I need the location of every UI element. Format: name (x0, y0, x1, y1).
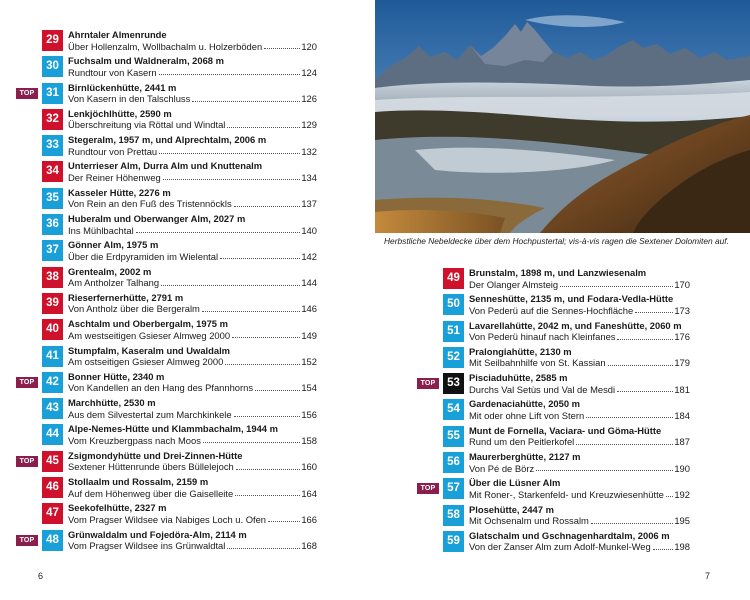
toc-entry[interactable] (19, 449, 317, 476)
dot-leader (576, 436, 673, 445)
tour-number-badge: 39 (42, 293, 63, 314)
tour-number-badge: 56 (443, 452, 464, 473)
tour-title: Pralongiahütte, 2130 m (469, 345, 572, 357)
tour-number-badge: 32 (42, 109, 63, 130)
landscape-photo (375, 0, 750, 233)
tour-subtitle-line (68, 251, 317, 263)
tour-page-number: 179 (674, 357, 690, 369)
tour-subtitle: Durchs Val Setùs und Val de Mesdi (469, 383, 616, 395)
tour-subtitle: Von Pederü auf die Sennes-Hochfläche (469, 304, 634, 316)
tour-number-badge: 33 (42, 135, 63, 156)
toc-entry[interactable] (42, 266, 317, 292)
tour-subtitle-line (469, 489, 690, 501)
tour-title: Birnlückenhütte, 2441 m (68, 81, 177, 93)
tour-title: Lenkjöchlhütte, 2590 m (68, 107, 172, 119)
tour-subtitle: Der Reiner Höhenweg (68, 171, 161, 183)
right-page (375, 0, 750, 600)
top-badge: TOP (16, 535, 38, 546)
tour-page-number: 137 (301, 198, 317, 210)
tour-title: Glatschalm und Gschnagenhardtalm, 2006 m (469, 529, 670, 541)
tour-page-number: 158 (301, 434, 317, 446)
tour-number-badge: 46 (42, 477, 63, 498)
tour-subtitle-line (469, 279, 690, 291)
dot-leader (236, 461, 301, 470)
tour-subtitle-line (469, 463, 690, 475)
tour-subtitle-line (68, 303, 317, 315)
dot-leader (536, 463, 673, 472)
tour-subtitle: Vom Pragser Wildsee via Nabiges Loch u. Ofen (68, 513, 267, 525)
tour-page-number: 198 (674, 541, 690, 553)
tour-title: Huberalm und Oberwanger Alm, 2027 m (68, 213, 246, 225)
tour-subtitle-line (469, 410, 690, 422)
tour-number-badge: 41 (42, 346, 63, 367)
tour-page-number: 184 (674, 409, 690, 421)
tour-subtitle-line (68, 461, 317, 473)
photo-caption: Herbstliche Nebeldecke über dem Hochpustertal; vis-à-vis ragen die Sextener Dolomiten auf. (384, 236, 729, 246)
tour-subtitle-line (68, 198, 317, 210)
dot-leader (203, 435, 300, 444)
tour-page-number: 154 (301, 382, 317, 394)
toc-entry[interactable] (443, 293, 690, 319)
tour-page-number: 144 (301, 277, 317, 289)
tour-page-number: 192 (674, 488, 690, 500)
dot-leader (586, 410, 673, 419)
toc-entry[interactable] (42, 29, 317, 55)
toc-entry[interactable] (443, 320, 690, 346)
dot-leader (255, 382, 300, 391)
toc-entry[interactable] (420, 477, 690, 503)
tour-subtitle-line (68, 435, 317, 447)
dot-leader (159, 67, 301, 76)
dot-leader (235, 488, 300, 497)
tour-subtitle-line (68, 488, 317, 500)
tour-number-badge: 38 (42, 267, 63, 288)
tour-subtitle-line (469, 541, 690, 553)
tour-subtitle-line (469, 305, 690, 317)
toc-entry[interactable] (42, 423, 317, 449)
tour-subtitle: Rundtour von Prettau (68, 145, 158, 157)
tour-subtitle: Vom Pragser Wildsee ins Grünwaldtal (68, 540, 226, 552)
tour-page-number: 168 (301, 540, 317, 552)
tour-subtitle: Von Kandellen an den Hang des Pfannhorns (68, 382, 254, 394)
tour-number-badge: 50 (443, 294, 464, 315)
dot-leader (653, 541, 674, 550)
tour-number-badge: 47 (42, 503, 63, 524)
tour-subtitle: Über die Erdpyramiden im Wielental (68, 250, 219, 262)
toc-entry[interactable] (42, 318, 317, 344)
tour-page-number: 142 (301, 250, 317, 262)
dot-leader (227, 540, 300, 549)
tour-number-badge: 52 (443, 347, 464, 368)
tour-title: Rieserfernerhütte, 2791 m (68, 291, 184, 303)
tour-page-number: 129 (301, 119, 317, 131)
tour-subtitle: Von Pederü hinauf nach Kleinfanes (469, 331, 616, 343)
tour-title: Aschtalm und Oberbergalm, 1975 m (68, 318, 228, 330)
tour-title: Ahrntaler Almenrunde (68, 29, 167, 40)
tour-number-badge: 43 (42, 398, 63, 419)
tour-title: Unterrieser Alm, Durra Alm und Knuttenalm (68, 160, 263, 172)
tour-subtitle-line (68, 382, 317, 394)
dot-leader (234, 409, 301, 418)
tour-page-number: 152 (301, 356, 317, 368)
dot-leader (264, 41, 300, 50)
toc-entry[interactable] (443, 425, 690, 451)
tour-page-number: 140 (301, 224, 317, 236)
tour-page-number: 124 (301, 66, 317, 78)
toc-entry[interactable] (42, 55, 317, 81)
tour-subtitle: Von Rein an den Fuß des Tristennöckls (68, 198, 232, 210)
page-number-right: 7 (705, 571, 711, 581)
tour-subtitle: Am ostseitigen Gsieser Almweg 2000 (68, 356, 224, 368)
dot-leader (591, 515, 674, 524)
tour-number-badge: 45 (42, 451, 63, 472)
tour-subtitle-line (469, 357, 690, 369)
tour-subtitle: Überschreitung via Röttal und Windtal (68, 119, 226, 131)
tour-number-badge: 40 (42, 319, 63, 340)
dot-leader (560, 279, 673, 288)
tour-page-number: 156 (301, 408, 317, 420)
tour-title: Munt de Fornella, Vaciara- und Göma-Hütte (469, 424, 662, 436)
tour-subtitle-line (68, 409, 317, 421)
tour-subtitle-line (469, 436, 690, 448)
tour-number-badge: 42 (42, 372, 63, 393)
tour-subtitle-line (68, 93, 317, 105)
dot-leader (136, 225, 301, 234)
toc-entry[interactable] (19, 370, 317, 397)
tour-title: Brunstalm, 1898 m, und Lanzwiesenalm (469, 267, 647, 278)
tour-number-badge: 53 (443, 373, 464, 394)
dot-leader (617, 331, 673, 340)
dot-leader (608, 357, 674, 366)
toc-entry[interactable] (42, 239, 317, 265)
tour-page-number: 181 (674, 383, 690, 395)
dot-leader (163, 172, 301, 181)
tour-subtitle-line (68, 225, 317, 237)
dot-leader (268, 514, 300, 523)
tour-page-number: 146 (301, 303, 317, 315)
tour-subtitle: Rund um den Peitlerkofel (469, 436, 575, 448)
dot-leader (202, 303, 300, 312)
page-number-left: 6 (38, 571, 44, 581)
tour-number-badge: 54 (443, 399, 464, 420)
tour-title: Fuchsalm und Waldneralm, 2068 m (68, 55, 224, 67)
toc-entry[interactable] (443, 530, 690, 556)
tour-page-number: 160 (301, 461, 317, 473)
toc-entry[interactable] (19, 528, 317, 555)
top-badge: TOP (16, 88, 38, 99)
toc-entry[interactable] (420, 372, 690, 398)
tour-title: Pisciaduhütte, 2585 m (469, 372, 568, 384)
tour-page-number: 132 (301, 145, 317, 157)
toc-entry[interactable] (42, 476, 317, 502)
toc-entry[interactable] (443, 346, 690, 372)
tour-page-number: 126 (301, 93, 317, 105)
dot-leader (159, 146, 300, 155)
toc-entry[interactable] (443, 451, 690, 477)
tour-page-number: 120 (301, 40, 317, 52)
dot-leader (635, 305, 673, 314)
dot-leader (161, 277, 300, 286)
dot-leader (666, 489, 673, 498)
toc-entry[interactable] (42, 160, 317, 186)
tour-subtitle: Von Pé de Börz (469, 462, 535, 474)
tour-title: Lavarellahütte, 2042 m, und Faneshütte, 2060 m (469, 319, 682, 331)
tour-subtitle: Von Kasern in den Talschluss (68, 93, 191, 105)
tour-title: Gönner Alm, 1975 m (68, 239, 159, 251)
toc-list-right (420, 267, 690, 556)
tour-subtitle: Über Hollenzalm, Wollbachalm u. Holzerböden (68, 40, 263, 52)
tour-subtitle: Mit Roner-, Starkenfeld- und Kreuzwiesenhütte (469, 488, 664, 500)
toc-entry[interactable] (443, 398, 690, 424)
tour-title: Plosehütte, 2447 m (469, 503, 554, 515)
tour-number-badge: 44 (42, 424, 63, 445)
top-badge: TOP (417, 483, 439, 494)
top-badge: TOP (16, 456, 38, 467)
tour-number-badge: 34 (42, 161, 63, 182)
tour-subtitle-line (68, 356, 317, 368)
tour-number-badge: 37 (42, 240, 63, 261)
toc-entry[interactable] (42, 345, 317, 371)
tour-subtitle: Von Antholz über die Bergeralm (68, 303, 200, 315)
tour-page-number: 190 (674, 462, 690, 474)
tour-title: Senneshütte, 2135 m, und Fodara-Vedla-Hütte (469, 293, 674, 305)
tour-page-number: 149 (301, 329, 317, 341)
tour-subtitle-line (68, 119, 317, 131)
tour-title: Maurerberghütte, 2127 m (469, 451, 581, 463)
tour-number-badge: 55 (443, 426, 464, 447)
tour-page-number: 170 (674, 278, 690, 290)
tour-subtitle-line (68, 277, 317, 289)
dot-leader (220, 251, 300, 260)
tour-subtitle: Vom Kreuzbergpass nach Moos (68, 434, 201, 446)
toc-entry[interactable] (42, 187, 317, 213)
tour-title: Stollaalm und Rossalm, 2159 m (68, 476, 209, 488)
top-badge: TOP (16, 377, 38, 388)
tour-number-badge: 49 (443, 268, 464, 289)
tour-number-badge: 48 (42, 530, 63, 551)
tour-number-badge: 35 (42, 188, 63, 209)
tour-title: Grünwaldalm und Fojedöra-Alm, 2114 m (68, 528, 247, 540)
dot-leader (225, 356, 300, 365)
toc-entry[interactable] (19, 81, 317, 108)
tour-subtitle: Von der Zanser Alm zum Adolf-Munkel-Weg (469, 541, 651, 553)
dot-leader (232, 330, 300, 339)
tour-page-number: 164 (301, 487, 317, 499)
tour-subtitle-line (68, 514, 317, 526)
tour-title: Bonner Hütte, 2340 m (68, 370, 165, 382)
toc-entry[interactable] (443, 267, 690, 293)
tour-number-badge: 29 (42, 30, 63, 51)
tour-title: Seekofelhütte, 2327 m (68, 502, 167, 514)
tour-page-number: 187 (674, 436, 690, 448)
dot-leader (227, 119, 300, 128)
tour-page-number: 166 (301, 513, 317, 525)
top-badge: TOP (417, 378, 439, 389)
dot-leader (617, 384, 673, 393)
tour-title: Gardenaciahütte, 2050 m (469, 398, 580, 410)
tour-subtitle: Ins Mühlbachtal (68, 224, 134, 236)
tour-page-number: 173 (674, 304, 690, 316)
toc-entry[interactable] (42, 502, 317, 528)
toc-entry[interactable] (42, 397, 317, 423)
tour-subtitle-line (469, 331, 690, 343)
dot-leader (234, 198, 301, 207)
tour-subtitle-line (68, 146, 317, 158)
tour-subtitle: Mit Seilbahnhilfe von St. Kassian (469, 357, 606, 369)
tour-title: Stegeralm, 1957 m, und Alprechtalm, 2006 m (68, 134, 267, 146)
tour-subtitle-line (68, 41, 317, 53)
tour-title: Kasseler Hütte, 2276 m (68, 186, 171, 198)
toc-entry[interactable] (42, 134, 317, 160)
tour-number-badge: 36 (42, 214, 63, 235)
tour-number-badge: 30 (42, 56, 63, 77)
toc-entry[interactable] (42, 213, 317, 239)
tour-subtitle-line (68, 540, 317, 552)
tour-subtitle: Auf dem Höhenweg über die Gaiselleite (68, 487, 234, 499)
tour-number-badge: 57 (443, 478, 464, 499)
tour-title: Marchhütte, 2530 m (68, 397, 156, 409)
tour-subtitle-line (469, 515, 690, 527)
tour-title: Zsigmondyhütte und Drei-Zinnen-Hütte (68, 449, 243, 461)
tour-subtitle-line (68, 330, 317, 342)
tour-subtitle: Mit oder ohne Lift von Stern (469, 409, 585, 421)
toc-list-left (19, 29, 317, 555)
tour-title: Alpe-Nemes-Hütte und Klammbachalm, 1944 m (68, 423, 278, 435)
tour-number-badge: 58 (443, 505, 464, 526)
tour-subtitle: Der Olanger Almsteig (469, 278, 559, 290)
tour-title: Grentealm, 2002 m (68, 265, 152, 277)
tour-subtitle: Rundtour von Kasern (68, 66, 157, 78)
tour-subtitle: Am Antholzer Talhang (68, 277, 160, 289)
tour-number-badge: 51 (443, 321, 464, 342)
tour-title: Über die Lüsner Alm (469, 477, 561, 489)
tour-subtitle: Am westseitigen Gsieser Almweg 2000 (68, 329, 231, 341)
tour-subtitle-line (68, 172, 317, 184)
tour-subtitle-line (469, 384, 690, 396)
tour-title: Stumpfalm, Kaseralm und Uwaldalm (68, 344, 231, 356)
tour-page-number: 176 (674, 331, 690, 343)
dot-leader (192, 93, 300, 102)
tour-subtitle: Sextener Hüttenrunde übers Büllelejoch (68, 461, 234, 473)
toc-entry[interactable] (42, 292, 317, 318)
tour-page-number: 134 (301, 171, 317, 183)
toc-entry[interactable] (443, 504, 690, 530)
tour-subtitle: Mit Ochsenalm und Rossalm (469, 515, 589, 527)
tour-number-badge: 31 (42, 83, 63, 104)
toc-entry[interactable] (42, 108, 317, 134)
tour-number-badge: 59 (443, 531, 464, 552)
tour-subtitle: Aus dem Silvestertal zum Marchkinkele (68, 408, 232, 420)
tour-subtitle-line (68, 67, 317, 79)
tour-page-number: 195 (674, 515, 690, 527)
